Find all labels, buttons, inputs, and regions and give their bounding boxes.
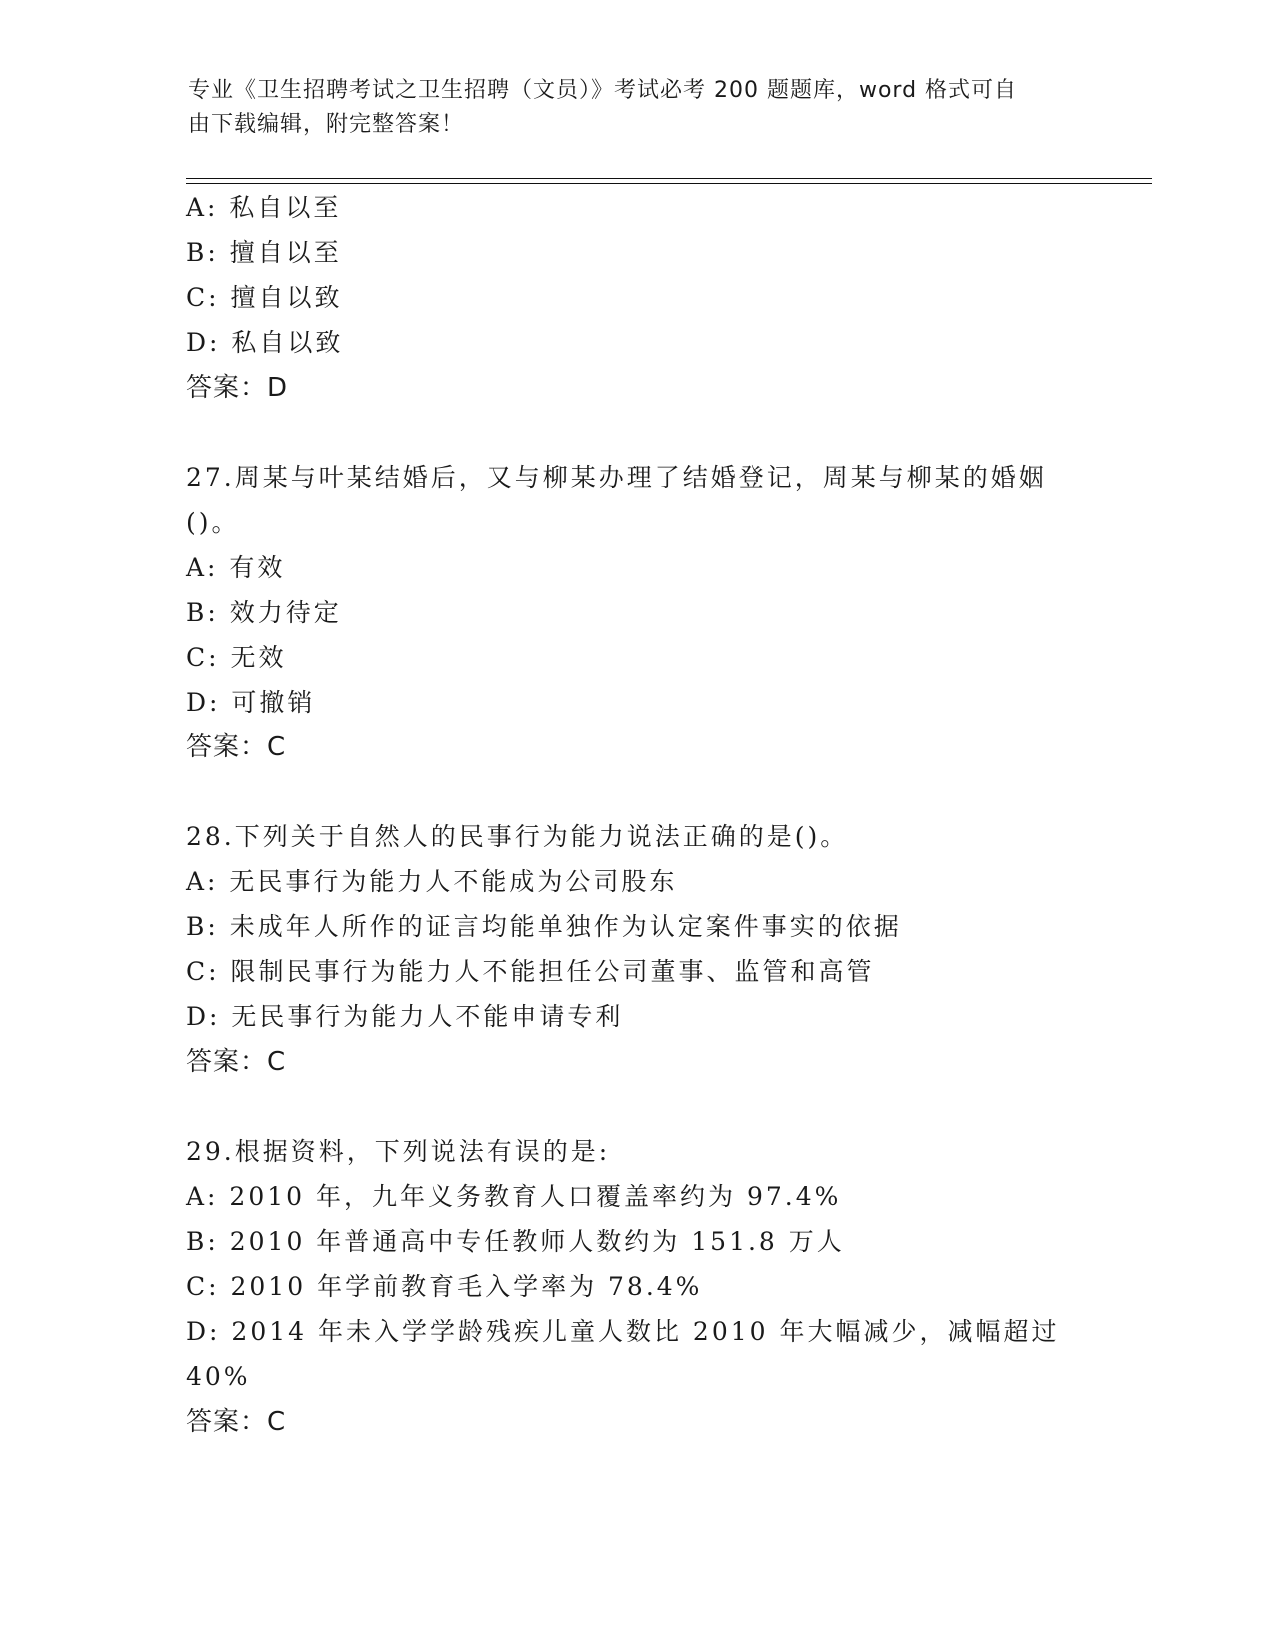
q29-option-c: C: 2010 年学前教育毛入学率为 78.4%: [186, 1272, 703, 1301]
q28-option-a: A: 无民事行为能力人不能成为公司股东: [186, 867, 678, 896]
q27-option-d: D: 可撤销: [186, 688, 316, 717]
q29-option-d-line-2: 40%: [186, 1362, 251, 1391]
q29-option-d-line-1: D: 2014 年未入学学龄残疾儿童人数比 2010 年大幅减少，减幅超过: [186, 1317, 1060, 1346]
q27-answer: 答案：C: [186, 732, 287, 762]
q26-option-a: A: 私自以至: [186, 193, 342, 222]
header-line-1: 专业《卫生招聘考试之卫生招聘（文员）》考试必考 200 题题库，word 格式可自: [188, 78, 1018, 103]
q27-option-c: C: 无效: [186, 643, 287, 672]
q28-stem: 28.下列关于自然人的民事行为能力说法正确的是()。: [186, 822, 849, 851]
q28-option-b: B: 未成年人所作的证言均能单独作为认定案件事实的依据: [186, 912, 902, 941]
q28-option-c: C: 限制民事行为能力人不能担任公司董事、监管和高管: [186, 957, 875, 986]
q29-option-a: A: 2010 年，九年义务教育人口覆盖率约为 97.4%: [186, 1182, 842, 1211]
q28-answer: 答案：C: [186, 1047, 287, 1077]
q27-stem-line-1: 27.周某与叶某结婚后，又与柳某办理了结婚登记，周某与柳某的婚姻: [186, 463, 1047, 492]
q26-answer: 答案：D: [186, 373, 289, 403]
q28-option-d: D: 无民事行为能力人不能申请专利: [186, 1002, 624, 1031]
q29-option-b: B: 2010 年普通高中专任教师人数约为 151.8 万人: [186, 1227, 845, 1256]
q26-option-b: B: 擅自以至: [186, 238, 342, 267]
q27-stem-line-2: ()。: [186, 508, 240, 537]
header-rule-top: [186, 178, 1152, 179]
q27-option-b: B: 效力待定: [186, 598, 342, 627]
document-header: [188, 74, 1068, 142]
q29-stem: 29.根据资料，下列说法有误的是:: [186, 1137, 611, 1166]
q26-option-c: C: 擅自以致: [186, 283, 343, 312]
q27-option-a: A: 有效: [186, 553, 286, 582]
q26-option-d: D: 私自以致: [186, 328, 344, 357]
header-line-2: 由下载编辑，附完整答案！: [188, 112, 465, 137]
header-rule-bottom: [186, 183, 1152, 184]
q29-answer: 答案：C: [186, 1407, 287, 1437]
